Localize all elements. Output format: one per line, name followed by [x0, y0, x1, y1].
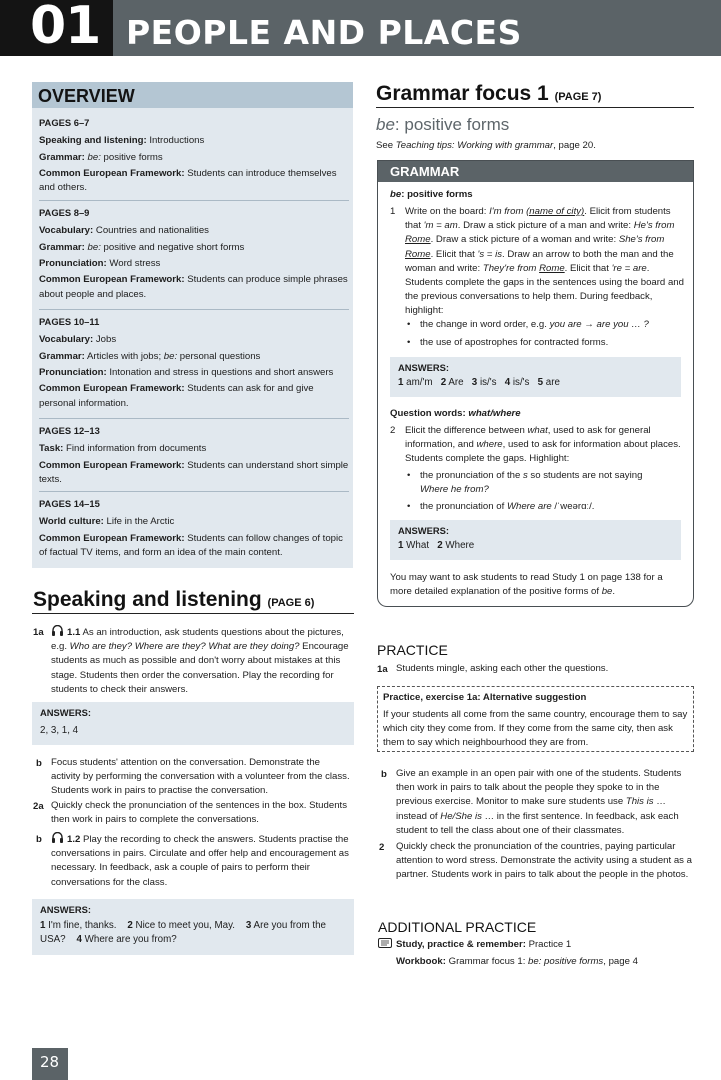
overview-divider: [39, 491, 349, 492]
practice-item-1a: Students mingle, asking each other the questions.: [396, 663, 609, 674]
item-label: 1a: [377, 664, 388, 675]
grammar-focus-rule: [376, 107, 694, 108]
bullet-item: • the change in word order, e.g. you are → are you … ?: [407, 319, 649, 330]
overview-line: Common European Framework: Students can produce simple phrases about people and places.: [39, 274, 348, 300]
bullet-item: • the use of apostrophes for contracted forms.: [407, 337, 609, 348]
book-icon: [378, 938, 392, 948]
practice-item-1b: Give an example in an open pair with one of the students. Students then work in pairs to talk about the people they spoke to in the previous exercise. Monitor to make sure students use This is … instead of He/She is … in the first sentence. In feedback, ask each student to tell the class about one of their classmates.: [396, 768, 682, 836]
additional-practice-line: Study, practice & remember: Practice 1: [378, 938, 694, 952]
speaking-title: Speaking and listening (PAGE 6): [33, 588, 315, 611]
answers-text: 1 I'm fine, thanks. 2 Nice to meet you, May. 3 Are you from the USA? 4 Where are you from?: [40, 920, 326, 946]
overview-line: Pronunciation: Intonation and stress in questions and short answers: [39, 366, 334, 378]
practice-item-2: Quickly check the pronunciation of the countries, paying particular attention to word stress. Demonstrate the activity using a student as a partner. Students work in pairs to talk about the people in the photos.: [396, 841, 692, 881]
item-label: b: [36, 834, 42, 845]
chapter-number: 01: [30, 0, 101, 56]
answers-text: 1 What 2 Where: [398, 540, 475, 551]
overview-divider: [39, 200, 349, 201]
overview-section: [39, 424, 349, 489]
alternative-suggestion-box: [377, 686, 694, 752]
overview-line: Pronunciation: Word stress: [39, 257, 161, 269]
overview-line: Common European Framework: Students can understand short simple texts.: [39, 459, 349, 485]
speaking-item-2b: 1.2 Play the recording to check the answers. Students practise the conversations in pairs. Circulate and offer help and encouragement as necessary. In feedback, ask a couple of pairs to perform their conversations for the class.: [51, 834, 349, 888]
speaking-item-1a: 1.1 As an introduction, ask students questions about the pictures, e.g. Who are they? Where are they? What are they doing? Encourage students as much as possible and don't worry about mistakes at this stage. Students then order the conversation. Play the recording for students to check their answers.: [51, 627, 349, 695]
bullet-item: • the pronunciation of Where are /ˈweərɑː/.: [407, 501, 595, 512]
item-label: 2: [379, 842, 385, 853]
chapter-title: PEOPLE AND PLACES: [126, 13, 522, 52]
grammar-box-title: GRAMMAR: [390, 164, 460, 179]
overview-panel: [32, 82, 353, 568]
overview-line: Common European Framework: Students can follow changes of topic of factual TV items, and form an idea of the main content.: [39, 532, 343, 558]
question-words-heading: Question words: what/where: [390, 408, 521, 419]
overview-divider: [39, 309, 349, 310]
overview-section: [39, 116, 349, 198]
speaking-item-1b: Focus students' attention on the conversation. Demonstrate the activity by performing the conversation with a volunteer from the class. Students work in pairs to practise the conversation.: [51, 757, 350, 797]
overview-pages: PAGES 10–11: [39, 316, 100, 327]
overview-line: Grammar: Articles with jobs; be: personal questions: [39, 350, 261, 362]
overview-section: [39, 315, 349, 413]
page-number: 28: [40, 1053, 60, 1071]
grammar-item-1: Write on the board: I'm from (name of city). Elicit from students that 'm = am. Draw a stick picture of a man and write: He's from Rome. Draw a stick picture of a woman and write: She's from Rome. Elicit that 's = is. Draw an arrow to both the man and the woman and write: They're from Rome. Elicit that 're = are. Students complete the gaps in the sentences using the board and the previous conversations to help them. During feedback, highlight:: [405, 206, 684, 317]
overview-line: Grammar: be: positive and negative short forms: [39, 241, 245, 253]
overview-section: [39, 206, 349, 304]
audio-headphones-icon: [51, 625, 64, 636]
speaking-title-rule: [32, 613, 354, 614]
additional-practice-title: ADDITIONAL PRACTICE: [378, 919, 537, 935]
answers-text: 2, 3, 1, 4: [40, 725, 79, 736]
overview-line: Grammar: be: positive forms: [39, 151, 163, 163]
grammar-box: [377, 160, 694, 607]
overview-line: World culture: Life in the Arctic: [39, 516, 175, 528]
audio-headphones-icon: [51, 832, 64, 843]
teaching-tips-reference: See Teaching tips: Working with grammar, page 20.: [376, 140, 596, 151]
grammar-focus-title: Grammar focus 1 (PAGE 7): [376, 82, 602, 105]
overview-line: Common European Framework: Students can ask for and give personal information.: [39, 383, 314, 409]
grammar-focus-subtitle: be: positive forms: [376, 115, 510, 134]
grammar-item-2: Elicit the difference between what, used to ask for general information, and where, used to ask for information about places. Students complete the gaps. Highlight:: [405, 425, 681, 465]
item-label: 1: [390, 206, 396, 217]
grammar-box-subheading: be: positive forms: [390, 189, 473, 200]
overview-pages: PAGES 14–15: [39, 498, 100, 509]
item-label: b: [36, 758, 42, 769]
overview-line: Common European Framework: Students can introduce themselves and others.: [39, 167, 337, 194]
overview-section: [39, 497, 349, 562]
item-label: 2: [390, 425, 396, 436]
overview-title: OVERVIEW: [38, 86, 135, 106]
answers-box: [390, 357, 681, 397]
speaking-item-2a: Quickly check the pronunciation of the sentences in the box. Students then work in pairs to complete the conversations.: [51, 800, 347, 826]
answers-box: [390, 520, 681, 560]
overview-pages: PAGES 6–7: [39, 117, 90, 128]
overview-line: Speaking and listening: Introductions: [39, 135, 205, 147]
answers-heading: ANSWERS:: [40, 707, 92, 718]
practice-title: PRACTICE: [377, 642, 448, 658]
additional-practice-line: Workbook: Grammar focus 1: be: positive forms, page 4: [396, 956, 638, 967]
answers-box: [32, 702, 354, 745]
answers-text: 1 am/'m 2 Are 3 is/'s 4 is/'s 5 are: [398, 377, 560, 388]
grammar-box-footer: You may want to ask students to read Study 1 on page 138 for a more detailed explanation of the positive forms of be.: [390, 572, 663, 598]
overview-pages: PAGES 12–13: [39, 425, 100, 436]
overview-pages: PAGES 8–9: [39, 207, 90, 218]
overview-line: Task: Find information from documents: [39, 443, 207, 455]
alternative-suggestion-title: Practice, exercise 1a: Alternative suggestion: [383, 692, 587, 703]
answers-heading: ANSWERS:: [398, 525, 450, 536]
item-label: 1a: [33, 627, 44, 638]
answers-box: [32, 899, 354, 955]
item-label: 2a: [33, 801, 44, 812]
bullet-item: • the pronunciation of the s so students are not saying Where he from?: [407, 470, 643, 496]
answers-heading: ANSWERS:: [398, 362, 450, 373]
answers-heading: ANSWERS:: [40, 904, 92, 915]
overview-divider: [39, 418, 349, 419]
alternative-suggestion-text: If your students all come from the same country, encourage them to say which city they come from. If they come from the same city, then ask them to say which neighbourhood they are from.: [383, 709, 688, 749]
overview-line: Vocabulary: Countries and nationalities: [39, 225, 209, 237]
item-label: b: [381, 769, 387, 780]
overview-line: Vocabulary: Jobs: [39, 334, 117, 346]
